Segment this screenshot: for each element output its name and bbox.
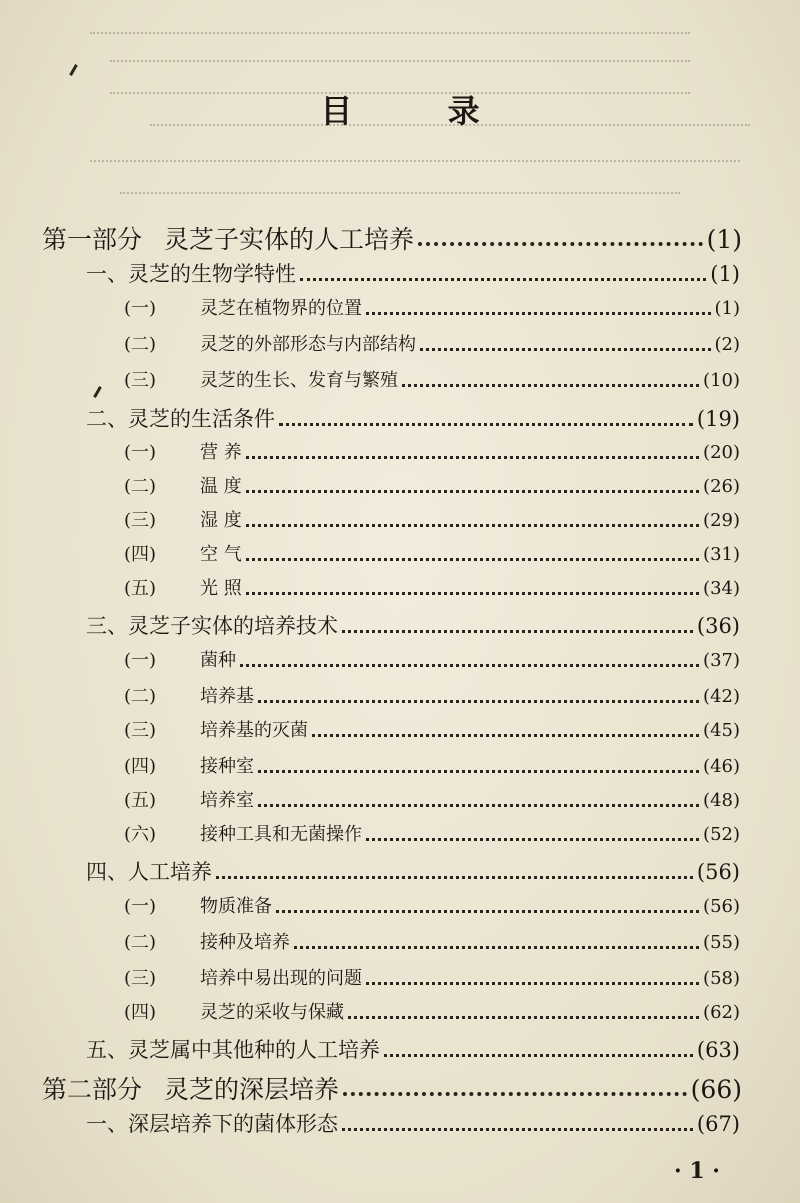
toc-entry-title: 培养室 — [200, 790, 254, 811]
toc-entry-number: (三) — [124, 968, 157, 989]
toc-entry-page: (19) — [696, 407, 740, 431]
toc-entry — [124, 682, 740, 708]
toc-entry — [124, 892, 740, 918]
toc-entry-page: (46) — [703, 756, 740, 777]
toc-entry-number: (六) — [124, 824, 157, 845]
toc-entry-number: 一、 — [86, 262, 128, 286]
toc-entry-page: (63) — [696, 1038, 740, 1062]
dot-leader — [342, 1128, 693, 1131]
dot-leader — [342, 630, 693, 633]
toc-entry — [86, 1034, 740, 1064]
dot-leader — [366, 838, 699, 841]
toc-entry — [86, 258, 740, 288]
toc-entry-page: (10) — [703, 370, 740, 391]
toc-entry-title: 湿 度 — [200, 510, 242, 531]
dot-leader — [240, 664, 699, 667]
toc-entry-page: (36) — [696, 614, 740, 638]
toc-entry-page: (52) — [703, 824, 740, 845]
toc-entry — [124, 646, 740, 672]
dot-leader — [312, 734, 699, 737]
toc-entry-title: 菌种 — [200, 650, 236, 671]
dot-leader — [258, 770, 699, 773]
toc-entry — [124, 998, 740, 1024]
dot-leader — [418, 242, 703, 246]
dot-leader — [300, 278, 706, 281]
toc-entry-title: 培养中易出现的问题 — [200, 968, 362, 989]
toc-entry-page: (2) — [714, 334, 740, 355]
toc-entry-number: (一) — [124, 442, 157, 463]
toc-entry-number: (二) — [124, 932, 157, 953]
toc-entry-page: (58) — [703, 968, 740, 989]
dot-leader — [246, 490, 699, 493]
toc-entry-number: (二) — [124, 686, 157, 707]
toc-entry-number: (三) — [124, 370, 157, 391]
toc-entry-page: (31) — [703, 544, 740, 565]
toc-entry-title: 接种及培养 — [200, 932, 290, 953]
toc-entry-page: (48) — [703, 790, 740, 811]
toc-entry — [124, 294, 740, 320]
toc-entry-number: 四、 — [86, 860, 128, 884]
toc-entry — [86, 1108, 740, 1138]
toc-entry — [124, 438, 740, 464]
toc-entry-page: (55) — [703, 932, 740, 953]
toc-entry-page: (29) — [703, 510, 740, 531]
toc-entry-number: (三) — [124, 720, 157, 741]
toc-entry-page: (67) — [696, 1112, 740, 1136]
toc-entry-title: 灵芝的生长、发育与繁殖 — [200, 370, 398, 391]
toc-entry-page: (42) — [703, 686, 740, 707]
dot-leader — [343, 1092, 687, 1096]
toc-entry-number: (四) — [124, 544, 157, 565]
page-title: 目 录 — [320, 92, 522, 130]
dot-leader — [276, 910, 699, 913]
toc-entry-title: 灵芝的深层培养 — [164, 1075, 340, 1104]
toc-entry-page: (66) — [690, 1075, 742, 1104]
toc-entry-title: 灵芝属中其他种的人工培养 — [128, 1038, 380, 1062]
toc-entry — [86, 610, 740, 640]
toc-entry-page: (56) — [703, 896, 740, 917]
dot-leader — [366, 982, 699, 985]
toc-entry-title: 灵芝子实体的培养技术 — [128, 614, 338, 638]
toc-entry-number: 第二部分 — [42, 1075, 143, 1104]
toc-entry-number: 二、 — [86, 407, 128, 431]
toc-entry — [86, 403, 740, 433]
dot-leader — [258, 700, 699, 703]
toc-entry-title: 温 度 — [200, 476, 242, 497]
toc-entry-page: (26) — [703, 476, 740, 497]
toc-entry-title: 灵芝的采收与保藏 — [200, 1002, 344, 1023]
toc-entry-page: (34) — [703, 578, 740, 599]
toc-entry-title: 灵芝子实体的人工培养 — [164, 225, 415, 254]
toc-entry-number: (五) — [124, 578, 157, 599]
toc-entry-title: 接种工具和无菌操作 — [200, 824, 362, 845]
toc-entry — [124, 964, 740, 990]
toc-entry — [124, 786, 740, 812]
toc-entry-number: 三、 — [86, 614, 128, 638]
toc-entry — [124, 540, 740, 566]
toc-entry-page: (37) — [703, 650, 740, 671]
toc-entry — [124, 366, 740, 392]
dot-leader — [246, 456, 699, 459]
toc-entry-page: (20) — [703, 442, 740, 463]
dot-leader — [402, 384, 699, 387]
dot-leader — [348, 1016, 699, 1019]
dot-leader — [366, 312, 711, 315]
toc-entry — [124, 506, 740, 532]
toc-entry-number: 五、 — [86, 1038, 128, 1062]
page-number: · 1 · — [674, 1158, 720, 1184]
dot-leader — [294, 946, 699, 949]
toc-entry-number: (四) — [124, 756, 157, 777]
toc-entry-number: 一、 — [86, 1112, 128, 1136]
toc-entry-number: 第一部分 — [42, 225, 143, 254]
toc-entry-title: 培养基的灭菌 — [200, 720, 308, 741]
toc-entry — [124, 716, 740, 742]
toc-entry-page: (45) — [703, 720, 740, 741]
dot-leader — [246, 592, 699, 595]
toc-entry — [42, 220, 742, 256]
toc-entry-number: (三) — [124, 510, 157, 531]
toc-entry-number: (二) — [124, 334, 157, 355]
toc-entry-page: (1) — [706, 225, 742, 254]
toc-entry-page: (62) — [703, 1002, 740, 1023]
toc-entry-number: (四) — [124, 1002, 157, 1023]
toc-entry-number: (二) — [124, 476, 157, 497]
toc-entry-number: (一) — [124, 298, 157, 319]
toc-entry — [124, 752, 740, 778]
dot-leader — [279, 423, 693, 426]
toc-entry-title: 深层培养下的菌体形态 — [128, 1112, 338, 1136]
toc-entry-title: 空 气 — [200, 544, 242, 565]
toc-entry-title: 灵芝的生物学特性 — [128, 262, 296, 286]
toc-entry-title: 灵芝在植物界的位置 — [200, 298, 362, 319]
toc-entry — [42, 1070, 742, 1106]
toc-entry — [86, 856, 740, 886]
dot-leader — [246, 558, 699, 561]
dot-leader — [420, 348, 711, 351]
dot-leader — [384, 1054, 693, 1057]
dot-leader — [258, 804, 699, 807]
toc-entry — [124, 928, 740, 954]
toc-entry-title: 营 养 — [200, 442, 242, 463]
toc-entry — [124, 472, 740, 498]
toc-entry — [124, 330, 740, 356]
toc-entry-title: 灵芝的生活条件 — [128, 407, 275, 431]
toc-entry-number: (一) — [124, 896, 157, 917]
toc-entry-title: 物质准备 — [200, 896, 272, 917]
dot-leader — [216, 876, 693, 879]
toc-entry-number: (一) — [124, 650, 157, 671]
toc-entry-title: 接种室 — [200, 756, 254, 777]
toc-entry-title: 培养基 — [200, 686, 254, 707]
toc-entry-number: (五) — [124, 790, 157, 811]
toc-entry — [124, 820, 740, 846]
toc-entry-title: 人工培养 — [128, 860, 212, 884]
toc-entry-page: (1) — [710, 262, 740, 286]
toc-entry — [124, 574, 740, 600]
dot-leader — [246, 524, 699, 527]
toc-entry-title: 灵芝的外部形态与内部结构 — [200, 334, 416, 355]
toc-entry-title: 光 照 — [200, 578, 242, 599]
toc-entry-page: (1) — [714, 298, 740, 319]
toc-entry-page: (56) — [696, 860, 740, 884]
